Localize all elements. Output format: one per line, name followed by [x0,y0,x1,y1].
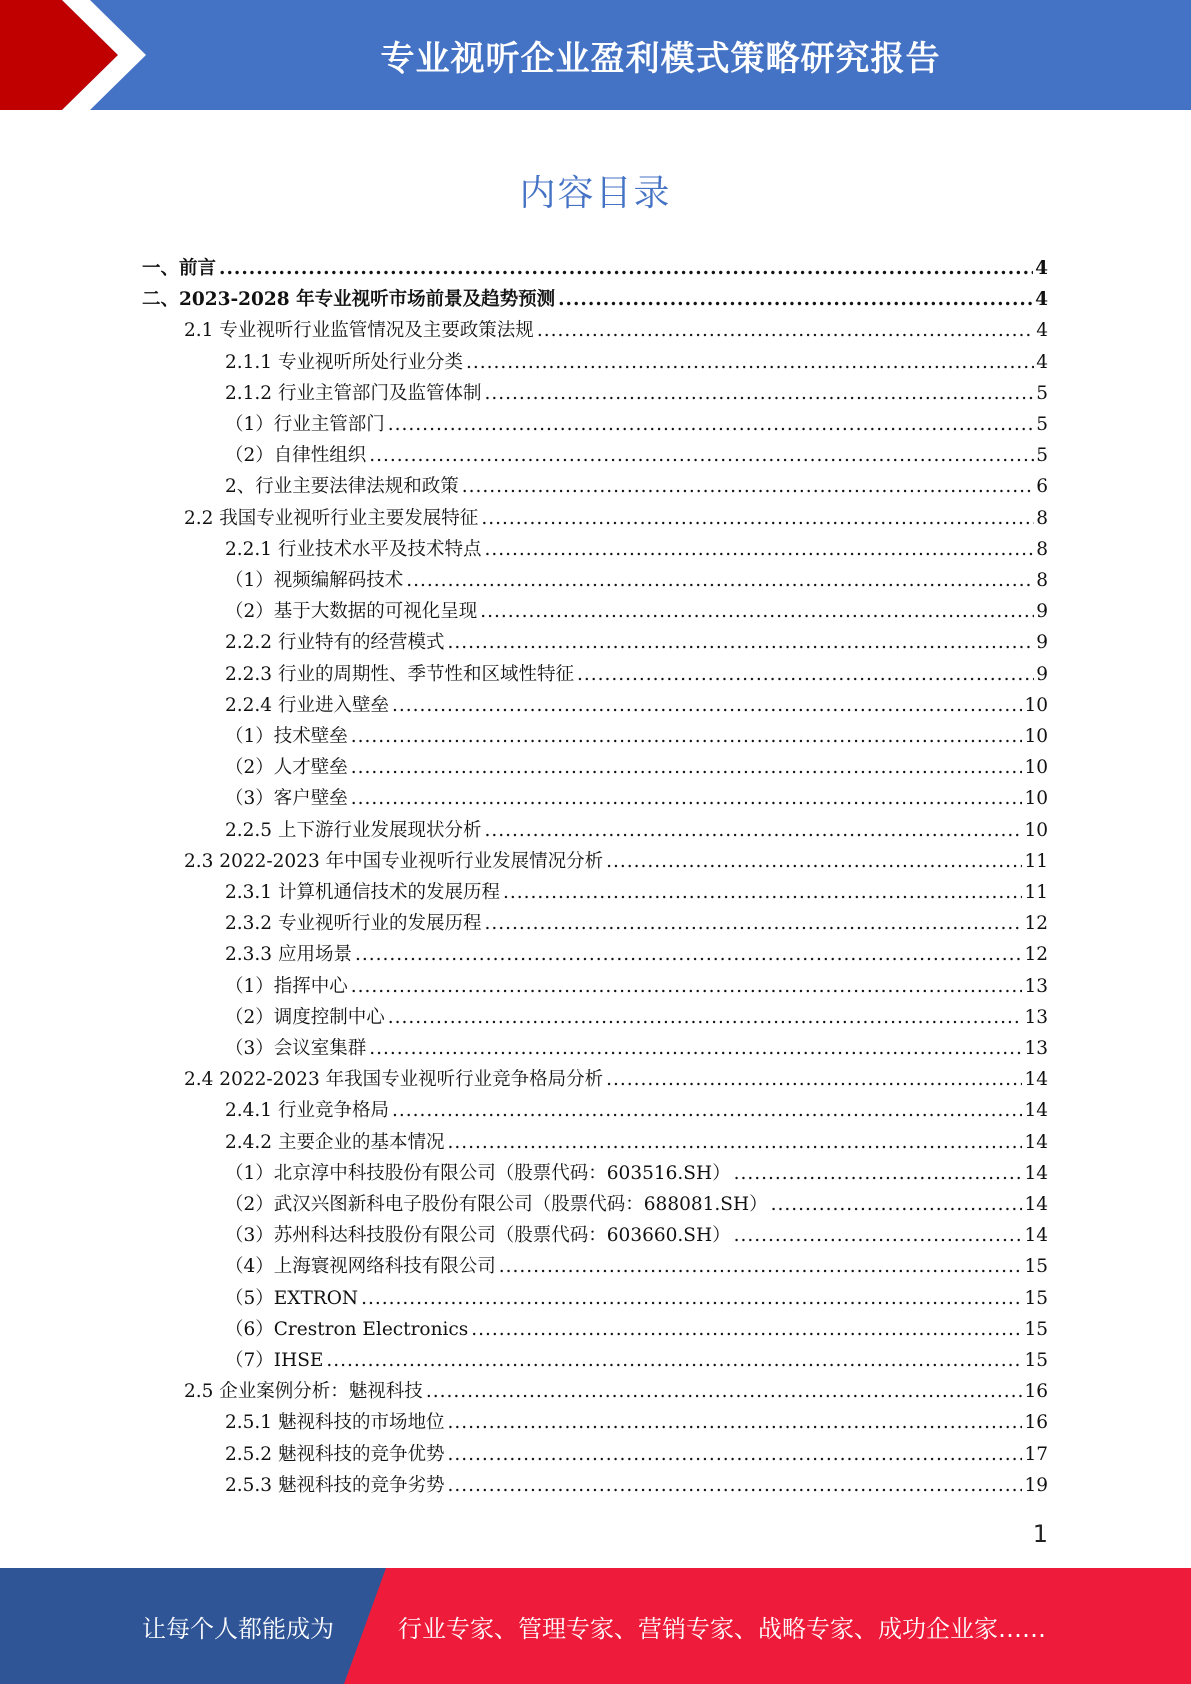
toc-leader-dots [480,596,1034,627]
toc-entry-title: 2.5.2 魅视科技的竞争优势 [225,1443,445,1465]
toc-entry-page: 15 [1024,1256,1048,1278]
toc-leader-dots [351,752,1023,783]
toc-leader-dots [351,971,1023,1002]
toc-heading: 内容目录 [519,173,672,214]
toc-entry-page: 14 [1024,1194,1048,1215]
toc-entry[interactable] [184,315,1048,346]
toc-entry-page: 10 [1024,694,1048,716]
toc-entry[interactable] [225,1439,1048,1470]
toc-entry-page: 14 [1024,1131,1048,1153]
toc-entry-page: 14 [1024,1069,1048,1091]
toc-entry[interactable] [225,721,1048,752]
toc-entry-title: 2.5.3 魅视科技的竞争劣势 [225,1474,445,1496]
toc-entry[interactable] [225,815,1048,846]
toc-entry[interactable] [225,627,1048,658]
toc-entry-page: 10 [1024,819,1048,841]
toc-entry-title: 2.1.1 专业视听所处行业分类 [225,351,463,373]
toc-leader-dots [355,939,1023,970]
toc-entry-title: 2.5 企业案例分析：魅视科技 [184,1381,423,1403]
toc-leader-dots [499,1251,1023,1282]
toc-entry-title: 2.3.3 应用场景 [225,944,352,966]
toc-leader-dots [606,846,1022,877]
toc-leader-dots [771,1189,1023,1220]
toc-entry-title: 二、2023-2028 年专业视听市场前景及趋势预测 [142,289,556,311]
toc-leader-dots [484,378,1034,409]
toc-leader-dots [392,1095,1022,1126]
toc-entry-page: 10 [1024,757,1048,779]
toc-entry-title: （1）技术壁垒 [225,726,348,747]
toc-leader-dots [219,253,1033,284]
toc-entry-title: 2.4.1 行业竞争格局 [225,1100,389,1122]
toc-entry[interactable] [225,409,1048,440]
toc-entry[interactable] [225,378,1048,409]
toc-entry-title: 一、前言 [142,258,217,279]
footer-slogan-right: 行业专家、管理专家、营销专家、战略专家、成功企业家…… [398,1614,1046,1643]
toc-entry-page: 10 [1024,726,1048,747]
toc-entry-page: 5 [1036,445,1048,467]
toc-entry-page: 8 [1036,570,1048,591]
toc-entry[interactable] [225,1314,1048,1345]
toc-leader-dots [426,1376,1023,1407]
toc-entry[interactable] [225,440,1048,471]
toc-entry-page: 4 [1035,289,1048,311]
toc-leader-dots [734,1158,1023,1189]
toc-entry-title: （2）调度控制中心 [225,1006,385,1028]
toc-entry[interactable] [225,347,1048,378]
toc-leader-dots [406,565,1034,596]
toc-entry-page: 9 [1036,663,1048,685]
toc-entry[interactable] [225,939,1048,970]
toc-leader-dots [462,471,1034,502]
toc-entry[interactable] [184,1376,1048,1407]
toc-entry-title: （1）北京淳中科技股份有限公司（股票代码：603516.SH） [225,1162,731,1184]
toc-leader-dots [447,627,1034,658]
toc-leader-dots [326,1345,1022,1376]
toc-entry-title: （3）客户壁垒 [225,788,348,810]
toc-entry[interactable] [225,1251,1048,1282]
toc-entry-page: 12 [1024,944,1048,966]
toc-entry[interactable] [225,1283,1048,1314]
toc-entry-page: 8 [1036,507,1048,529]
toc-leader-dots [447,1439,1022,1470]
toc-entry-title: 2.2.4 行业进入壁垒 [225,694,389,716]
toc-leader-dots [369,440,1034,471]
toc-entry[interactable] [142,284,1048,315]
toc-leader-dots [351,721,1023,752]
toc-entry-page: 5 [1036,382,1048,404]
page-header [0,0,1191,110]
toc-entry[interactable] [225,1407,1048,1438]
toc-entry-title: （7）IHSE [225,1350,324,1371]
toc-leader-dots [447,1127,1022,1158]
toc-entry[interactable] [225,1095,1048,1126]
toc-entry-title: （5）EXTRON [225,1287,359,1309]
toc-entry[interactable] [225,971,1048,1002]
toc-entry[interactable] [225,1033,1048,1064]
toc-entry-title: （2）基于大数据的可视化呈现 [225,601,478,623]
toc-entry[interactable] [184,1064,1048,1095]
toc-leader-dots [484,908,1022,939]
toc-entry-page: 11 [1024,882,1048,903]
toc-entry-page: 11 [1024,850,1048,872]
page-number: 1 [1032,1520,1048,1548]
toc-entry-page: 14 [1024,1225,1048,1247]
toc-entry[interactable] [184,846,1048,877]
toc-entry-page: 13 [1024,1006,1048,1028]
toc-entry-page: 9 [1036,632,1048,654]
toc-leader-dots [392,690,1022,721]
footer-slogan-left: 让每个人都能成为 [142,1614,334,1643]
toc-entry-title: 2.5.1 魅视科技的市场地位 [225,1412,445,1434]
toc-entry-title: 2.3 2022-2023 年中国专业视听行业发展情况分析 [184,850,604,872]
toc-entry[interactable] [225,1002,1048,1033]
toc-entry-page: 6 [1036,476,1048,498]
toc-entry-title: 2.1.2 行业主管部门及监管体制 [225,382,482,404]
toc-entry[interactable] [225,534,1048,565]
toc-entry-title: （1）行业主管部门 [225,414,385,435]
toc-leader-dots [466,347,1034,378]
toc-entry[interactable] [225,752,1048,783]
toc-entry-title: 2.2.1 行业技术水平及技术特点 [225,538,482,560]
report-title: 专业视听企业盈利模式策略研究报告 [380,38,941,79]
toc-entry-page: 15 [1024,1350,1048,1371]
toc-entry[interactable] [225,1189,1048,1220]
toc-leader-dots [447,1470,1022,1501]
toc-entry-title: （2）人才壁垒 [225,757,348,779]
toc-entry-title: （2）自律性组织 [225,445,367,467]
toc-entry-title: （3）会议室集群 [225,1038,367,1059]
toc-entry-page: 4 [1036,320,1048,342]
toc-entry-title: 2.2.3 行业的周期性、季节性和区域性特征 [225,663,574,685]
toc-entry[interactable] [225,565,1048,596]
toc-entry-page: 13 [1024,975,1048,997]
toc-entry[interactable] [225,908,1048,939]
toc-entry-title: （1）指挥中心 [225,975,348,997]
toc-entry-title: （3）苏州科达科技股份有限公司（股票代码：603660.SH） [225,1225,731,1247]
toc-entry-title: （2）武汉兴图新科电子股份有限公司（股票代码：688081.SH） [225,1194,768,1215]
toc-entry[interactable] [225,877,1048,908]
toc-entry-page: 4 [1036,351,1048,373]
toc-entry-title: 2.4.2 主要企业的基本情况 [225,1131,445,1153]
toc-entry-page: 12 [1024,913,1048,935]
toc-entry-page: 5 [1036,414,1048,435]
toc-leader-dots [558,284,1033,315]
toc-entry[interactable] [225,1345,1048,1376]
toc-entry-page: 14 [1024,1162,1048,1184]
toc-leader-dots [361,1283,1022,1314]
toc-leader-dots [484,815,1022,846]
toc-leader-dots [481,503,1034,534]
page-footer [0,1568,1191,1684]
toc-entry[interactable] [225,1220,1048,1251]
toc-entry-title: 2.2 我国专业视听行业主要发展特征 [184,507,479,529]
toc-entry-title: 2.1 专业视听行业监管情况及主要政策法规 [184,320,534,342]
toc-entry[interactable] [225,471,1048,502]
toc-leader-dots [484,534,1034,565]
toc-leader-dots [606,1064,1022,1095]
toc-entry-title: 2、行业主要法律法规和政策 [225,476,459,498]
toc-leader-dots [471,1314,1022,1345]
toc-entry-title: （4）上海寰视网络科技有限公司 [225,1256,496,1278]
toc-leader-dots [369,1033,1022,1064]
toc-entry[interactable] [225,783,1048,814]
toc-entry[interactable] [225,596,1048,627]
toc-entry[interactable] [225,1470,1048,1501]
toc-entry[interactable] [225,690,1048,721]
toc-entry-page: 8 [1036,538,1048,560]
toc-leader-dots [388,409,1034,440]
toc-entry[interactable] [184,503,1048,534]
toc-entry-page: 14 [1024,1100,1048,1122]
toc-entry[interactable] [225,1127,1048,1158]
toc-entry-title: 2.3.1 计算机通信技术的发展历程 [225,882,500,903]
toc-entry-page: 17 [1024,1443,1048,1465]
toc-entry-page: 15 [1024,1318,1048,1340]
toc-leader-dots [503,877,1022,908]
toc-leader-dots [734,1220,1023,1251]
toc-entry-title: （6）Crestron Electronics [225,1318,469,1340]
toc-entry-page: 16 [1024,1381,1048,1403]
toc-entry-page: 15 [1024,1287,1048,1309]
toc-leader-dots [351,783,1023,814]
toc-entry-title: 2.4 2022-2023 年我国专业视听行业竞争格局分析 [184,1069,604,1091]
toc-entry-title: 2.2.2 行业特有的经营模式 [225,632,445,654]
toc-entry[interactable] [142,253,1048,284]
toc-entry-page: 9 [1036,601,1048,623]
toc-entry-page: 4 [1035,258,1048,279]
toc-leader-dots [577,659,1034,690]
toc-entry-title: （1）视频编解码技术 [225,570,404,591]
toc-leader-dots [447,1407,1022,1438]
toc-entry-page: 13 [1024,1038,1048,1059]
toc-leader-dots [388,1002,1023,1033]
toc-entry-page: 19 [1024,1474,1048,1496]
toc-leader-dots [537,315,1034,346]
toc-entry-page: 10 [1024,788,1048,810]
toc-entry[interactable] [225,1158,1048,1189]
toc-entry-title: 2.3.2 专业视听行业的发展历程 [225,913,482,935]
toc-entry-title: 2.2.5 上下游行业发展现状分析 [225,819,482,841]
toc-entry[interactable] [225,659,1048,690]
toc-entry-page: 16 [1024,1412,1048,1434]
